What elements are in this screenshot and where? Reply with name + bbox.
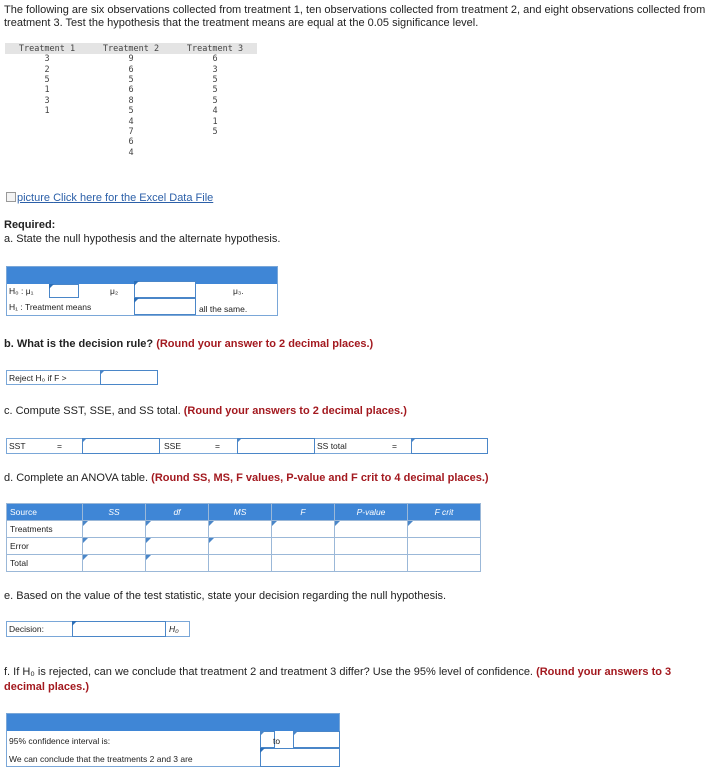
- part-a-question: a. State the null hypothesis and the alternate hypothesis.: [4, 233, 281, 245]
- anova-cell-f: [272, 555, 335, 572]
- problem-intro: The following are six observations collected from treatment 1, ten observations collected from treatment 2, and eight observations collected from treatment 3. Test the hypothesis that the treatment means are equal at the 0.05 significance level.: [4, 4, 706, 29]
- data-table-cell: [5, 127, 89, 137]
- data-table-cell: 8: [128, 95, 134, 106]
- anova-cell-p-value[interactable]: [335, 521, 408, 538]
- data-table-row: [5, 96, 257, 106]
- anova-source-label: Error: [7, 538, 83, 555]
- sst-eq: =: [57, 441, 62, 451]
- data-table-cell: 4: [212, 106, 218, 117]
- data-table-cell: [5, 137, 89, 147]
- ss-box: [6, 438, 488, 454]
- data-table-row: [5, 75, 257, 85]
- required-heading: Required:: [4, 219, 56, 231]
- f-critical-input[interactable]: [100, 370, 158, 385]
- data-table-row: [5, 106, 257, 116]
- part-d-question: d. Complete an ANOVA table. (Round SS, MS, F values, P-value and F crit to 4 decimal places.): [4, 472, 489, 484]
- anova-cell-f-crit: [408, 555, 481, 572]
- data-table-cell: 3: [44, 54, 50, 65]
- anova-row: [7, 555, 481, 572]
- data-table-cell: 4: [128, 116, 134, 127]
- anova-head-f: F: [272, 504, 335, 521]
- sse-eq: =: [215, 441, 220, 451]
- hypothesis-box: [6, 266, 278, 316]
- decision-rule-label: Reject H₀ if F >: [9, 373, 67, 383]
- data-table-cell: 5: [44, 74, 50, 85]
- anova-source-label: Treatments: [7, 521, 83, 538]
- ci-to: to: [273, 736, 281, 746]
- sse-label: SSE: [164, 441, 182, 451]
- data-table-header: Treatment 3: [173, 43, 257, 54]
- h1-relation-select[interactable]: [134, 298, 196, 315]
- decision-select[interactable]: [72, 621, 166, 637]
- anova-cell-df[interactable]: [146, 555, 209, 572]
- anova-cell-p-value: [335, 555, 408, 572]
- anova-head-ms: MS: [209, 504, 272, 521]
- data-table-cell: 7: [128, 126, 134, 137]
- data-table-header: Treatment 1: [5, 43, 89, 54]
- ci-upper-input[interactable]: [293, 731, 340, 748]
- sse-input[interactable]: [237, 438, 315, 454]
- data-table-cell: [173, 137, 257, 147]
- anova-head-fcrit: F crit: [408, 504, 481, 521]
- anova-cell-ss[interactable]: [83, 538, 146, 555]
- h0-relation-select-1[interactable]: [49, 284, 79, 298]
- data-table-cell: 4: [128, 147, 134, 158]
- data-table-cell: 2: [44, 64, 50, 75]
- anova-cell-ms[interactable]: [209, 538, 272, 555]
- mu2-label: μ₂: [110, 286, 119, 296]
- data-table-cell: [5, 116, 89, 126]
- part-f-question: f. If H₀ is rejected, can we conclude that treatment 2 and treatment 3 differ? Use the 95% level of confidence. (Round your answers to 3 decimal places.): [4, 666, 672, 693]
- h0-relation-select-2[interactable]: [134, 281, 196, 298]
- data-table-cell: 9: [128, 54, 134, 65]
- data-table-cell: [173, 148, 257, 158]
- anova-cell-f[interactable]: [272, 521, 335, 538]
- anova-row: [7, 521, 481, 538]
- data-table-cell: 6: [128, 137, 134, 148]
- data-table-cell: 5: [212, 95, 218, 106]
- h1-label: H₁ : Treatment means: [9, 302, 92, 312]
- decision-h0: H₀: [169, 624, 179, 634]
- data-table-row: [5, 148, 257, 158]
- part-b-question: b. What is the decision rule? (Round your answer to 2 decimal places.): [4, 338, 374, 350]
- data-table-cell: 1: [44, 85, 50, 96]
- anova-cell-p-value: [335, 538, 408, 555]
- anova-cell-f: [272, 538, 335, 555]
- anova-cell-ss[interactable]: [83, 521, 146, 538]
- data-table-row: [5, 64, 257, 74]
- data-table-cell: 1: [44, 106, 50, 117]
- data-table-cell: 6: [128, 85, 134, 96]
- anova-table: [6, 503, 481, 572]
- anova-cell-f-crit[interactable]: [408, 521, 481, 538]
- mu3-label: μ₃.: [233, 286, 244, 296]
- anova-source-label: Total: [7, 555, 83, 572]
- data-table-cell: [5, 148, 89, 158]
- data-table-cell: 5: [128, 74, 134, 85]
- anova-cell-ss[interactable]: [83, 555, 146, 572]
- sstotal-eq: =: [392, 441, 397, 451]
- data-table-cell: 5: [212, 85, 218, 96]
- anova-cell-f-crit: [408, 538, 481, 555]
- ci-conclusion-select[interactable]: [260, 748, 340, 767]
- part-e-question: e. Based on the value of the test statistic, state your decision regarding the null hypothesis.: [4, 590, 447, 602]
- anova-cell-df[interactable]: [146, 521, 209, 538]
- excel-link-text[interactable]: Click here for the Excel Data File: [53, 192, 214, 204]
- anova-head-source: Source: [7, 504, 83, 521]
- ci-label: 95% confidence interval is:: [9, 736, 111, 746]
- data-table-cell: 3: [44, 95, 50, 106]
- anova-head-ss: SS: [83, 504, 146, 521]
- data-table-cell: 1: [212, 116, 218, 127]
- anova-cell-ms: [209, 555, 272, 572]
- data-table-row: [5, 116, 257, 126]
- anova-row: [7, 538, 481, 555]
- sstotal-label: SS total: [317, 441, 347, 451]
- data-table-cell: 5: [212, 74, 218, 85]
- h0-label: H₀ : μ₁: [9, 286, 34, 296]
- anova-head-pvalue: P-value: [335, 504, 408, 521]
- decision-rule-box: [6, 370, 158, 385]
- decision-label: Decision:: [9, 624, 44, 634]
- sst-label: SST: [9, 441, 26, 451]
- all-same-label: all the same.: [199, 304, 248, 314]
- sst-input[interactable]: [82, 438, 160, 454]
- data-table-cell: 6: [212, 54, 218, 65]
- data-table-cell: 3: [212, 64, 218, 75]
- data-table-cell: 5: [128, 106, 134, 117]
- data-table-header: Treatment 2: [89, 43, 173, 54]
- data-table-row: [5, 137, 257, 147]
- data-table-cell: 5: [212, 126, 218, 137]
- anova-cell-ms[interactable]: [209, 521, 272, 538]
- data-table-row: [5, 127, 257, 137]
- decision-box: [6, 621, 190, 637]
- sstotal-input[interactable]: [411, 438, 488, 454]
- data-table-row: [5, 54, 257, 64]
- anova-cell-df[interactable]: [146, 538, 209, 555]
- data-table: [5, 43, 257, 158]
- ci-box: [6, 713, 340, 767]
- anova-head-df: df: [146, 504, 209, 521]
- part-c-question: c. Compute SST, SSE, and SS total. (Round your answers to 2 decimal places.): [4, 405, 407, 417]
- ci-conclude-label: We can conclude that the treatments 2 and 3 are: [9, 754, 193, 764]
- data-table-cell: 6: [128, 64, 134, 75]
- data-table-row: [5, 85, 257, 95]
- broken-image-icon: [6, 192, 16, 202]
- excel-data-link[interactable]: picture Click here for the Excel Data File: [6, 192, 213, 204]
